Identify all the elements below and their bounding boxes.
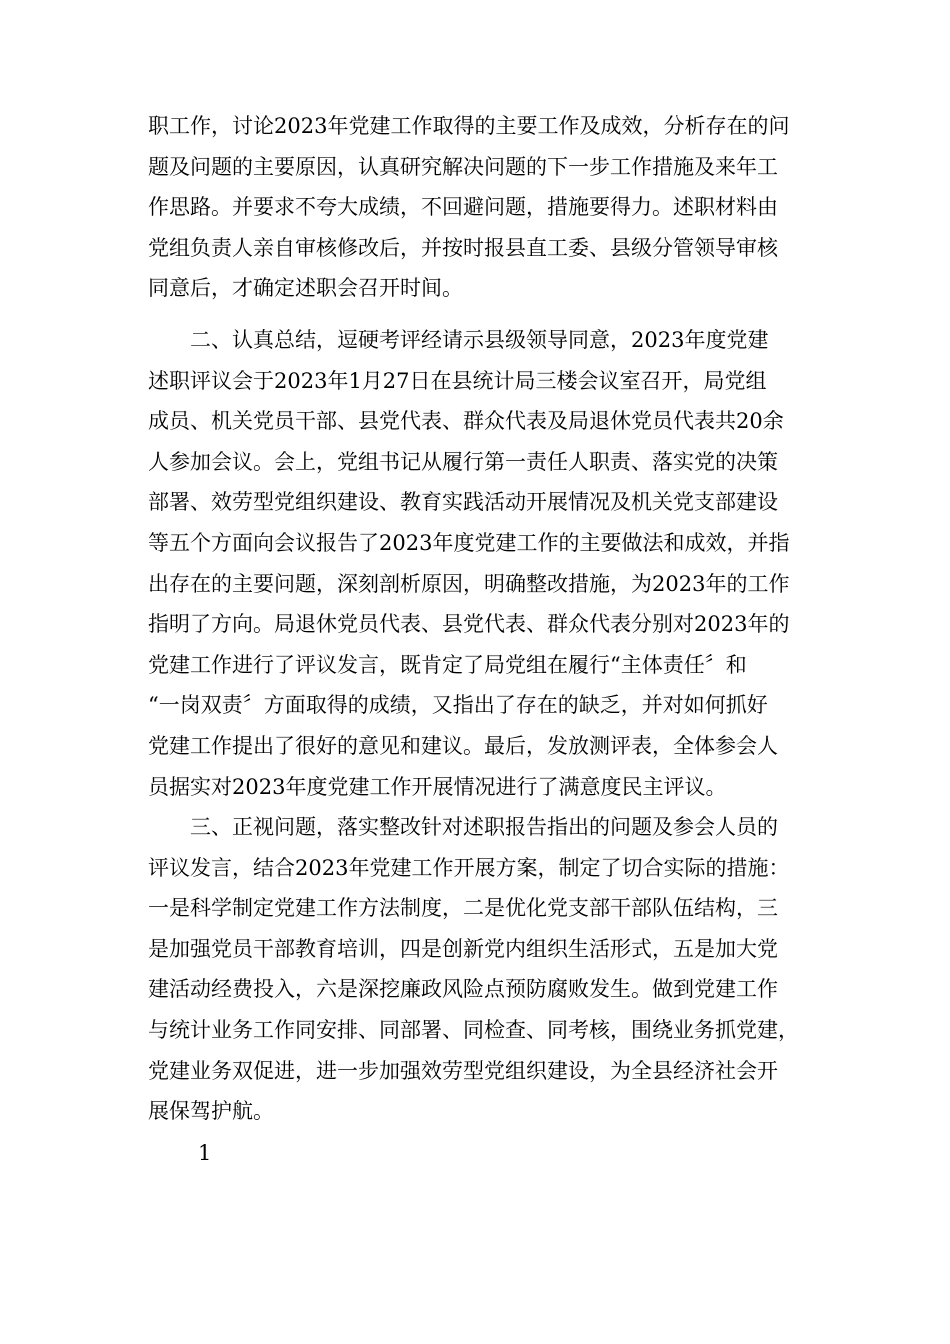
text-line: 出存在的主要问题，深刻剖析原因，明确整改措施，为2023年的工作 — [148, 571, 790, 596]
text-line: 党建工作进行了评议发言，既肯定了局党组在履行“主体责任〞和 — [148, 652, 747, 677]
text-line: 二、认真总结，逗硬考评经请示县级领导同意，2023年度党建 — [148, 328, 769, 352]
text-line: 述职评议会于2023年1月27日在县统计局三楼会议室召开，局党组 — [148, 368, 767, 393]
text-line: 等五个方面向会议报告了2023年度党建工作的主要做法和成效，并指 — [148, 530, 790, 555]
paragraph-3 — [148, 807, 804, 1132]
text-line: 一是科学制定党建工作方法制度，二是优化党支部干部队伍结构，三 — [148, 896, 778, 921]
text-line: 指明了方向。局退休党员代表、县党代表、群众代表分别对2023年的 — [148, 612, 790, 637]
text-line: 作思路。并要求不夸大成绩，不回避问题，措施要得力。述职材料由 — [148, 195, 778, 220]
text-line: 是加强党员干部教育培训，四是创新党内组织生活形式，五是加大党 — [148, 936, 778, 961]
text-line: 展保驾护航。 — [148, 1099, 274, 1124]
text-line: 党组负责人亲自审核修改后，并按时报县直工委、县级分管领导审核 — [148, 235, 778, 260]
text-line: 与统计业务工作同安排、同部署、同检查、同考核，围绕业务抓党建， — [148, 1017, 799, 1042]
text-line: “一岗双责〞方面取得的成绩，又指出了存在的缺乏，并对如何抓好 — [148, 693, 768, 718]
text-line: 职工作，讨论2023年党建工作取得的主要工作及成效，分析存在的问 — [148, 114, 790, 138]
text-line: 三、正视问题，落实整改针对述职报告指出的问题及参会人员的 — [148, 815, 778, 839]
text-line: 部署、效劳型党组织建设、教育实践活动开展情况及机关党支部建设 — [148, 490, 778, 515]
text-line: 党建工作提出了很好的意见和建议。最后，发放测评表，全体参会人 — [148, 733, 778, 758]
text-line: 题及问题的主要原因，认真研究解决问题的下一步工作措施及来年工 — [148, 154, 778, 179]
paragraph-1 — [148, 106, 804, 309]
page-number: 1 — [198, 1141, 212, 1165]
text-line: 人参加会议。会上，党组书记从履行第一责任人职责、落实党的决策 — [148, 449, 778, 474]
paragraph-2 — [148, 320, 804, 807]
text-line: 评议发言，结合2023年党建工作开展方案，制定了切合实际的措施： — [148, 855, 790, 880]
text-line: 员据实对2023年度党建工作开展情况进行了满意度民主评议。 — [148, 774, 727, 799]
text-line: 成员、机关党员干部、县党代表、群众代表及局退休党员代表共20余 — [148, 409, 784, 434]
text-line: 建活动经费投入，六是深挖廉政风险点预防腐败发生。做到党建工作 — [148, 977, 778, 1002]
text-line: 党建业务双促进，进一步加强效劳型党组织建设，为全县经济社会开 — [148, 1058, 778, 1083]
text-line: 同意后，才确定述职会召开时间。 — [148, 276, 463, 301]
